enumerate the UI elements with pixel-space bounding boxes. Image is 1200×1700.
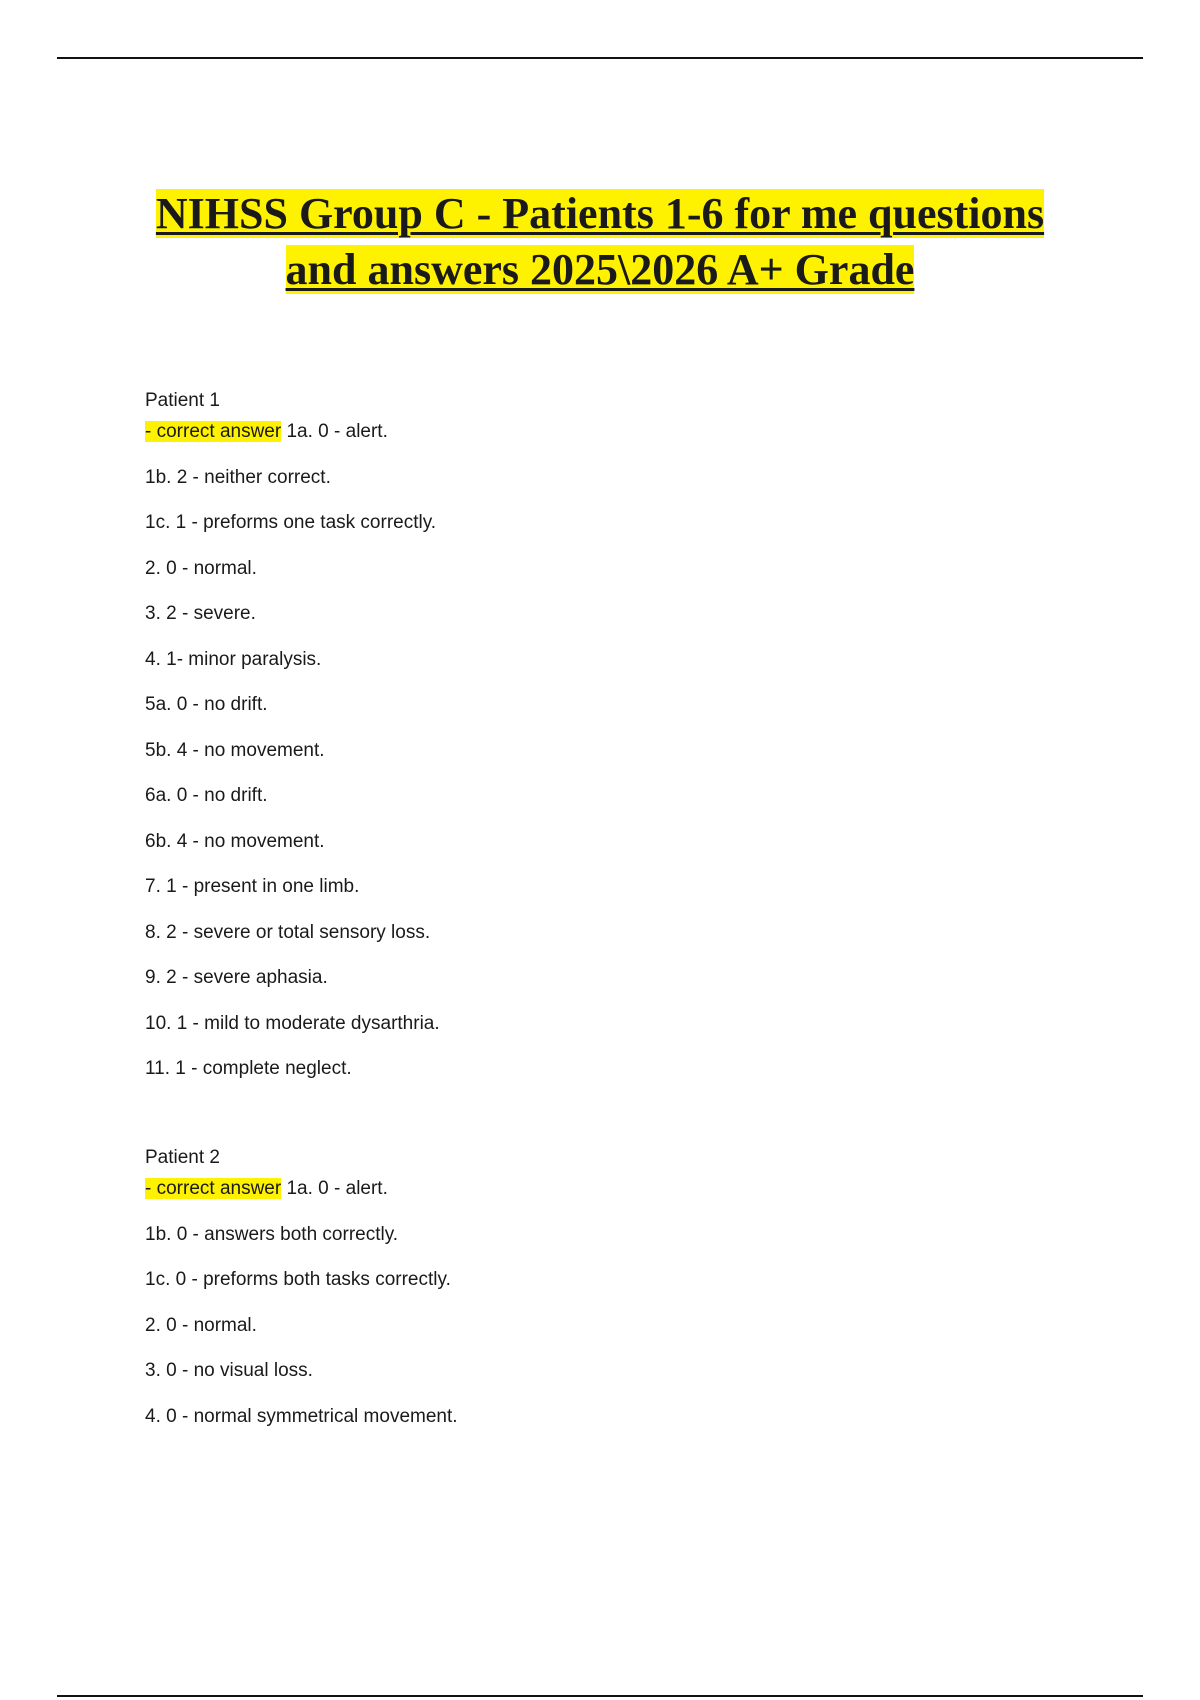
title-line-1: NIHSS Group C - Patients 1-6 for me questions	[155, 189, 1045, 238]
first-answer-line	[145, 1177, 1045, 1201]
patient-section-1	[145, 389, 1045, 1081]
header-rule	[57, 57, 1143, 59]
title-line-2: and answers 2025\2026 A+ Grade	[285, 245, 915, 294]
answer-text: 1a. 0 - alert.	[281, 421, 388, 442]
answer-item: 6b. 4 - no movement.	[145, 830, 325, 852]
answer-item: 2. 0 - normal.	[145, 1314, 257, 1336]
answer-item: 5a. 0 - no drift.	[145, 694, 268, 715]
correct-answer-marker: - correct answer	[145, 421, 282, 442]
answer-item: 8. 2 - severe or total sensory loss.	[145, 921, 431, 943]
answer-item: 10. 1 - mild to moderate dysarthria.	[145, 1012, 440, 1034]
answer-list	[145, 466, 1045, 1082]
answer-item: 9. 2 - severe aphasia.	[145, 967, 328, 988]
answer-list	[145, 1223, 1045, 1429]
answer-item: 6a. 0 - no drift.	[145, 785, 268, 806]
answer-item: 2. 0 - normal.	[145, 557, 257, 579]
answer-item: 4. 0 - normal symmetrical movement.	[145, 1405, 458, 1427]
answer-item: 5b. 4 - no movement.	[145, 739, 325, 761]
answer-item: 3. 0 - no visual loss.	[145, 1360, 313, 1381]
answer-item: 1c. 0 - preforms both tasks correctly.	[145, 1269, 451, 1290]
patient-label: Patient 1	[145, 390, 220, 411]
first-answer-line	[145, 420, 1045, 444]
patient-section-2	[145, 1146, 1045, 1429]
answer-item: 7. 1 - present in one limb.	[145, 876, 360, 897]
answer-text: 1a. 0 - alert.	[281, 1178, 388, 1199]
answer-item: 4. 1- minor paralysis.	[145, 648, 322, 670]
answer-item: 3. 2 - severe.	[145, 603, 256, 624]
answer-item: 1c. 1 - preforms one task correctly.	[145, 512, 437, 533]
answer-item: 1b. 0 - answers both correctly.	[145, 1223, 399, 1245]
answer-item: 11. 1 - complete neglect.	[145, 1058, 352, 1079]
document-title	[0, 186, 1200, 298]
answer-item: 1b. 2 - neither correct.	[145, 466, 331, 488]
footer-rule	[57, 1695, 1143, 1697]
correct-answer-marker: - correct answer	[145, 1178, 282, 1199]
patient-label: Patient 2	[145, 1147, 220, 1168]
